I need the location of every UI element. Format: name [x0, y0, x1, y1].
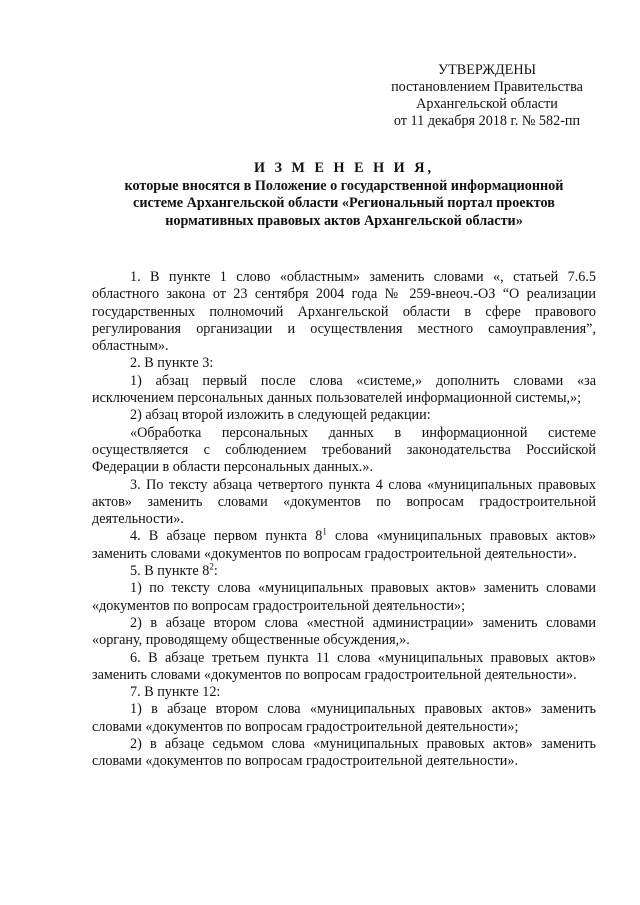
paragraph-8-superscript: 2: [209, 561, 214, 572]
paragraph-1: 1. В пункте 1 слово «областным» заменить словами «, статьей 7.6.5 областного закона от 23 сентября 2004 года № 259-внеоч.-ОЗ “О реализации государственных полномочий Архангельской области в сфере правового регулирования организации и осуществления местного самоуправления”, областным».: [92, 269, 596, 355]
approval-stamp: [372, 62, 602, 130]
approval-authority: постановлением Правительства: [391, 79, 583, 95]
paragraph-4: 2) абзац второй изложить в следующей редакции:: [130, 407, 431, 424]
paragraph-6: 3. По тексту абзаца четвертого пункта 4 слова «муниципальных правовых актов» заменить словами «документов по вопросам градостроительной деятельности».: [92, 476, 596, 528]
title-heading: И З М Е Н Е Н И Я,: [253, 160, 435, 176]
paragraph-8-start: 5. В пункте 8: [130, 563, 210, 580]
document-body: [92, 269, 596, 771]
title-line-1: которые вносятся в Положение о государственной информационной: [124, 177, 564, 194]
paragraph-11: 6. В абзаце третьем пункта 11 слова «муниципальных правовых актов» заменить словами «документов по вопросам градостроительной деятельности».: [92, 649, 596, 683]
title-line-2: системе Архангельской области «Региональный портал проектов: [133, 195, 555, 211]
approval-date-number: от 11 декабря 2018 г. № 582-пп: [393, 113, 581, 129]
paragraph-14: 2) в абзаце седьмом слова «муниципальных правовых актов» заменить словами «документов по вопросам градостроительной деятельности».: [92, 736, 596, 770]
paragraph-8-end: :: [213, 563, 218, 580]
paragraph-2: 2. В пункте 3:: [130, 355, 214, 372]
paragraph-9: 1) по тексту слова «муниципальных правовых актов» заменить словами «документов по вопросам градостроительной деятельности»;: [92, 580, 596, 614]
paragraph-12: 7. В пункте 12:: [130, 684, 221, 701]
document-title: [92, 160, 596, 230]
title-line-3: нормативных правовых актов Архангельской области»: [165, 212, 523, 229]
paragraph-7-start: 4. В абзаце первом пункта 8: [130, 528, 323, 545]
approval-region: Архангельской области: [416, 96, 558, 112]
paragraph-3: 1) абзац первый после слова «системе,» дополнить словами «за исключением персональных данных пользователей информационной системы,»;: [92, 372, 596, 407]
approval-title: УТВЕРЖДЕНЫ: [438, 62, 536, 78]
paragraph-5: «Обработка персональных данных в информационной системе осуществляется с соблюдением требований законодательства Российской Федерации в области персональных данных.».: [92, 424, 596, 476]
paragraph-7: [92, 528, 596, 563]
paragraph-7-end: слова «муниципальных правовых актов» заменить словами «документов по вопросам градостроительной деятельности».: [92, 528, 597, 562]
paragraph-10: 2) в абзаце втором слова «местной администрации» заменить словами «органу, проводящему общественные обсуждения,».: [92, 614, 596, 649]
paragraph-7-superscript: 1: [322, 526, 327, 537]
paragraph-13: 1) в абзаце втором слова «муниципальных правовых актов» заменить словами «документов по вопросам градостроительной деятельности»;: [92, 701, 596, 735]
paragraph-8: [92, 563, 596, 580]
